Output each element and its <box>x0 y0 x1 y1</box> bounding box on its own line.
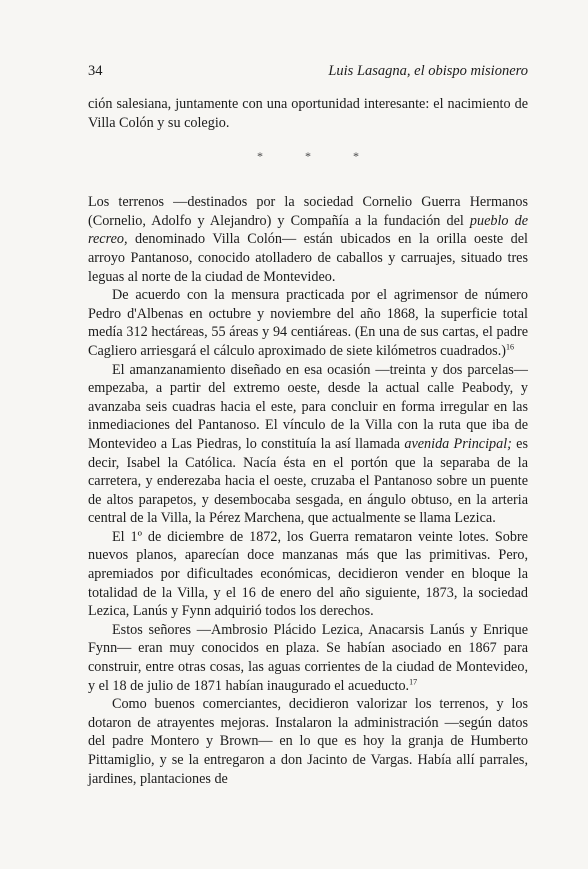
paragraph-remate: El 1º de diciembre de 1872, los Guerra remataron veinte lotes. Sobre nuevos planos, aparecían doce manzanas más que las primitivas. Pero, apremiados por dificultades económicas, decidieron vender en bloque la totalidad de la Villa, y el 16 de enero del año siguiente, 1873, la sociedad Lezica, Lanús y Fynn adquirió todos los derechos. <box>88 528 528 620</box>
text-run: denominado Villa Colón— están ubicados en la orilla oeste del arroyo Pantanoso, conocido atolladero de caballos y carruajes, situado tres leguas al norte de la ciudad de Montevideo. <box>88 231 528 285</box>
running-title: Luis Lasagna, el obispo misionero <box>328 63 528 79</box>
text-run: Los terrenos —destinados por la sociedad Cornelio Guerra Hermanos (Cornelio, Adolfo y Alejandro) y Compañía a la fundación del <box>88 194 528 229</box>
divider-star: * <box>353 149 359 164</box>
paragraph-terrenos <box>88 193 528 286</box>
text-run: es decir, Isabel la Católica. Nacía ésta en el portón que la separaba de la carretera, y enderezaba hacia el oeste, cruzaba el Pantanoso sobre un puente de altos parapetos, y desembocaba sesgada, en ángulo obtuso, en la arteria central de la Villa, la Pérez Marchena, que actualmente se llama Lezica. <box>88 435 528 527</box>
paragraph-amanzanamiento <box>88 361 528 528</box>
italic-text: pueblo de recreo, <box>88 212 528 248</box>
text-run: De acuerdo con la mensura practicada por el agrimensor de número Pedro d'Albenas en octubre y noviembre del año 1868, la superficie total medía 312 hectáreas, 55 áreas y 94 centiáreas. (En una de sus cartas, el padre Cagliero arriesgará el cálculo aproximado de siete kilómetros cuadrados.) <box>88 287 528 359</box>
paragraph-mensura <box>88 286 528 360</box>
footnote-ref: 16 <box>505 342 514 352</box>
divider-star: * <box>257 149 263 164</box>
paragraph-comerciantes: Como buenos comerciantes, decidieron valorizar los terrenos, y los dotaron de atrayentes mejoras. Instalaron la administración —según datos del padre Montero y Brown— en lo que es hoy la granja de Humberto Pittamiglio, y se la entregaron a don Jacinto de Vargas. Había allí parrales, jardines, plantaciones de <box>88 696 528 787</box>
italic-text: avenida Principal; <box>404 435 512 452</box>
text-run: Estos señores —Ambrosio Plácido Lezica, Anacarsis Lanús y Enrique Fynn— eran muy conocidos en plaza. Se habían asociado en 1867 para construir, entre otras cosas, las aguas corrientes de la ciudad de Montevideo, y el 18 de julio de 1871 habían inaugurado el acueducto. <box>88 621 528 694</box>
page-header <box>88 62 528 80</box>
book-page <box>88 62 528 788</box>
section-divider <box>88 149 528 164</box>
divider-star: * <box>305 149 311 164</box>
paragraph-senores <box>88 621 528 695</box>
text-run: El amanzanamiento diseñado en esa ocasión —treinta y dos parcelas— empezaba, a partir del extremo oeste, desde la actual calle Peabody, y avanzaba seis cuadras hacia el este, para concluir en forma irregular en las inmediaciones del Pantanoso. El vínculo de la Villa con la ruta que iba de Montevideo a Las Piedras, lo constituía la así llamada <box>88 361 528 452</box>
footnote-ref: 17 <box>409 676 418 686</box>
paragraph-intro: ción salesiana, juntamente con una oportunidad interesante: el nacimiento de Villa Colón y su colegio. <box>88 96 528 131</box>
page-number: 34 <box>88 63 103 79</box>
